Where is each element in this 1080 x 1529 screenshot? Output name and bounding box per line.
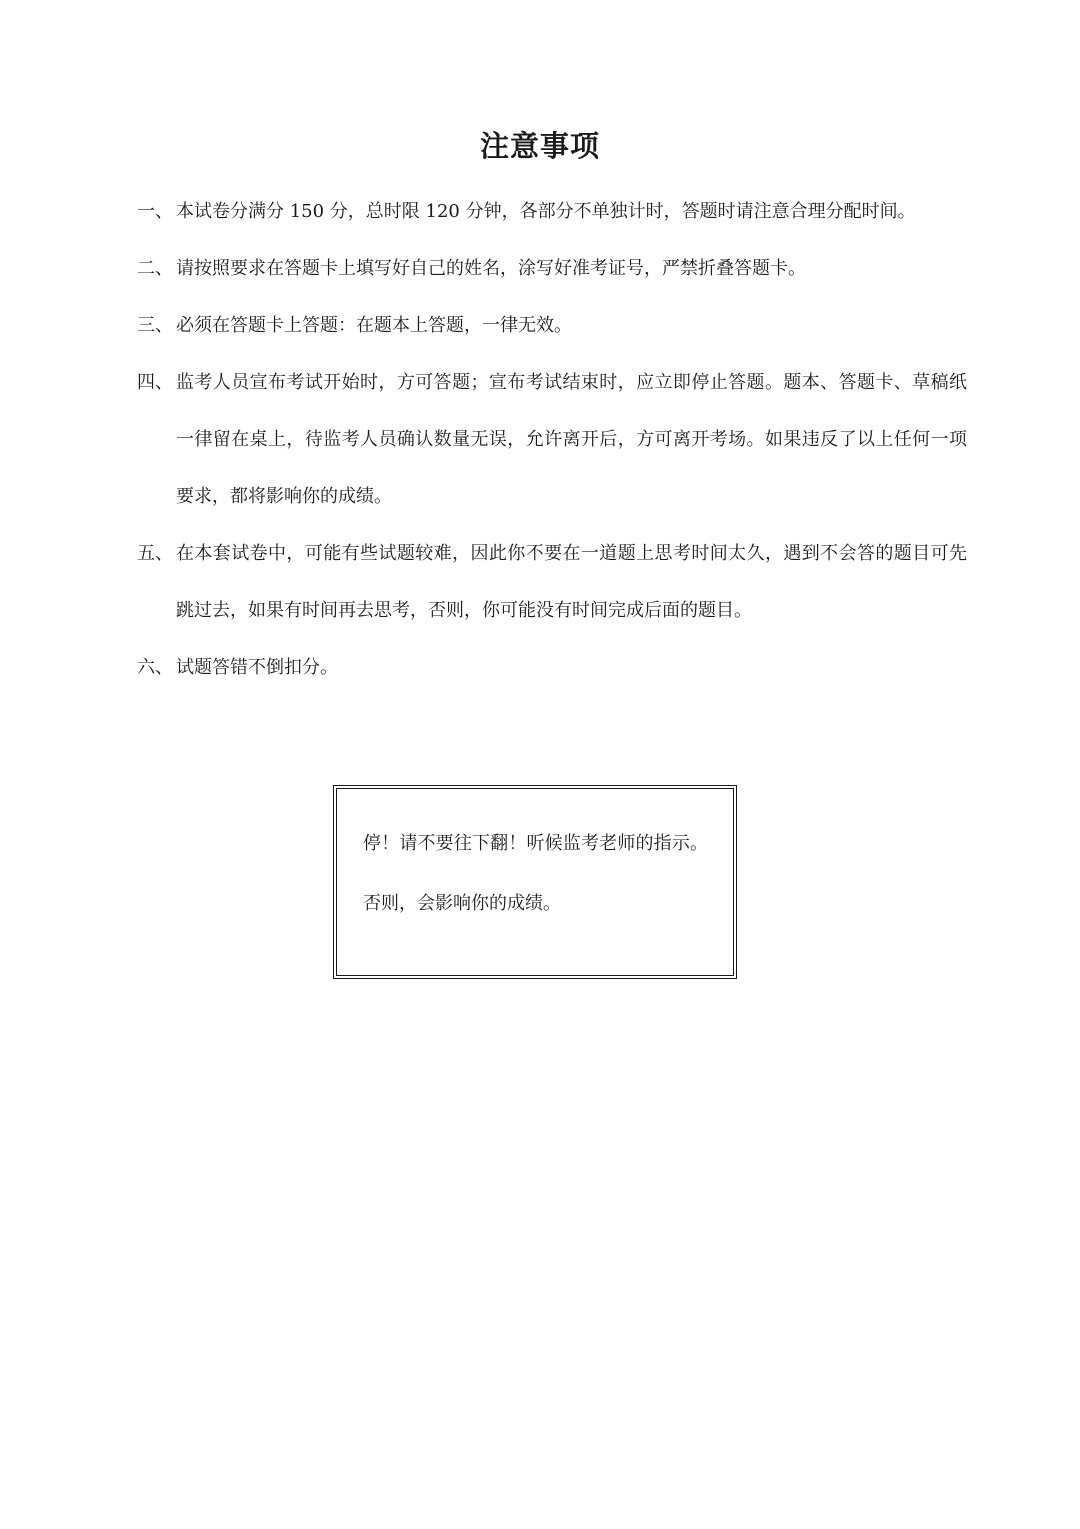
notice-number: 六、 [137, 657, 173, 678]
notice-item [137, 240, 967, 297]
notice-item [137, 639, 967, 696]
page-title: 注意事项 [479, 129, 600, 163]
notice-item [137, 183, 967, 240]
notice-number: 五、 [137, 543, 173, 564]
notice-text: 请按照要求在答题卡上填写好自己的姓名，涂写好准考证号，严禁折叠答题卡。 [176, 258, 806, 279]
notice-number: 四、 [137, 372, 173, 393]
stop-notice-box [333, 785, 737, 979]
notice-text: 必须在答题卡上答题：在题本上答题，一律无效。 [176, 315, 572, 336]
notice-text: 试题答错不倒扣分。 [176, 657, 338, 678]
notice-item [137, 525, 967, 639]
notice-list [137, 183, 967, 696]
notice-number: 二、 [137, 258, 173, 279]
notice-item [137, 297, 967, 354]
notice-item [137, 354, 967, 525]
notice-text: 监考人员宣布考试开始时，方可答题；宣布考试结束时，应立即停止答题。题本、答题卡、草稿纸一律留在桌上，待监考人员确认数量无误，允许离开后，方可离开考场。如果违反了以上任何一项要求，都将影响你的成绩。 [176, 372, 967, 507]
notice-text: 本试卷分满分 150 分，总时限 120 分钟，各部分不单独计时，答题时请注意合理分配时间。 [176, 201, 916, 222]
notice-text: 在本套试卷中，可能有些试题较难，因此你不要在一道题上思考时间太久，遇到不会答的题目可先跳过去，如果有时间再去思考，否则，你可能没有时间完成后面的题目。 [176, 543, 967, 621]
notice-number: 一、 [137, 201, 173, 222]
stop-notice-text: 停！请不要往下翻！听候监考老师的指示。否则，会影响你的成绩。 [363, 833, 708, 914]
notice-number: 三、 [137, 315, 173, 336]
